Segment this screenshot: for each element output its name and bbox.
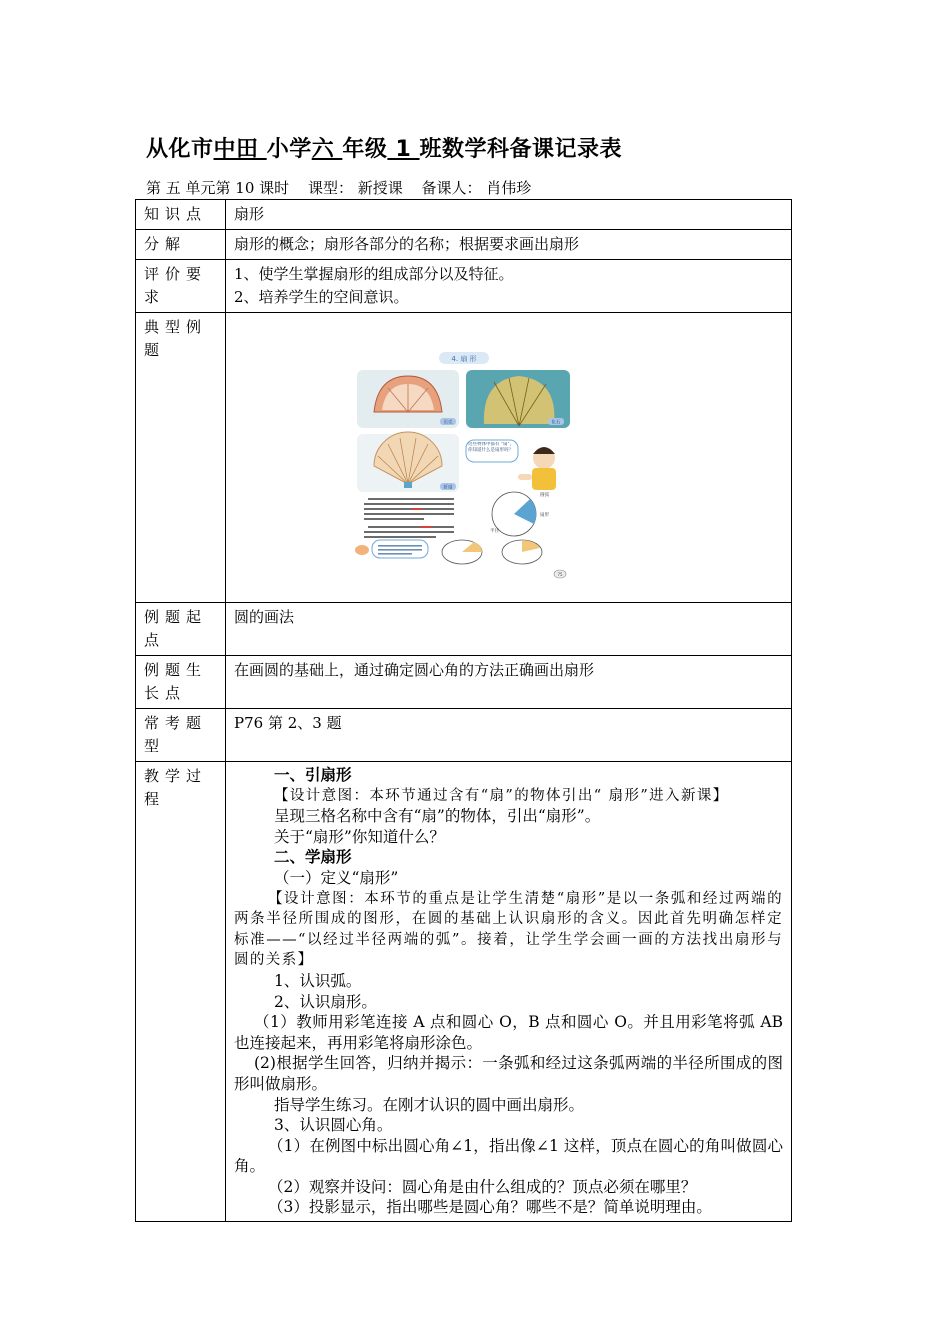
process-line: （3）投影显示，指出哪些是圆心角？哪些不是？简单说明理由。 xyxy=(268,1198,712,1217)
process-line: 一、引扇形 xyxy=(274,766,352,784)
process-line: (2)根据学生回答，归纳并揭示：一条弧和经过这条弧两端的半径所围成的图形叫做扇形。 xyxy=(234,1054,783,1093)
textbook-heading: 4. 扇 形 xyxy=(451,355,477,363)
common-label: 常考题型 xyxy=(136,709,226,762)
row-knowledge xyxy=(136,200,792,230)
process-line: （2）观察并设问：圆心角是由什么组成的？顶点必须在哪里？ xyxy=(268,1177,697,1196)
process-line: 二、学扇形 xyxy=(274,848,352,867)
label-arc: 圆弧 xyxy=(540,493,549,498)
example-cell xyxy=(226,313,792,603)
lesson-table xyxy=(135,199,792,1222)
title-school: 中田 xyxy=(213,137,267,162)
title-mid1: 小学 xyxy=(266,137,312,162)
process-line: 指导学生练习。在刚才认识的圆中画出扇形。 xyxy=(274,1095,585,1114)
knowledge-label: 知识点 xyxy=(136,200,226,230)
process-line: 2、认识扇形。 xyxy=(274,992,377,1011)
textbook-page-image xyxy=(354,346,574,581)
process-line: （1）教师用彩笔连接 A 点和圆心 O，B 点和圆心 O。并且用彩笔将弧 AB 也连接起来，再用彩笔将扇形涂色。 xyxy=(234,1013,783,1052)
process-line: 呈现三格名称中含有“扇”的物体，引出“扇形”。 xyxy=(274,807,601,826)
row-eval xyxy=(136,260,792,313)
meta-type: 课型： 新授课 xyxy=(307,179,403,197)
process-line: 关于“扇形”你知道什么？ xyxy=(274,827,445,846)
row-start xyxy=(136,603,792,656)
row-process xyxy=(136,762,792,1222)
process-line: 【设计意图：本环节通过含有“扇”的物体引出“ 扇形”进入新课】 xyxy=(274,787,729,804)
row-decompose xyxy=(136,230,792,260)
process-cell xyxy=(226,762,792,1222)
grow-label: 例题生长点 xyxy=(136,656,226,709)
label-sector: 扇形 xyxy=(540,513,549,518)
eval-item-1: 1、使学生掌握扇形的组成部分以及特征。 xyxy=(234,265,514,283)
page-title xyxy=(146,132,622,163)
tag-fossil: 化石 xyxy=(551,420,561,426)
lesson-meta xyxy=(146,177,545,198)
process-line: （1）在例图中标出圆心角∠1，指出像∠1 这样，顶点在圆心的角叫做圆心角。 xyxy=(234,1136,783,1176)
textbook-bubble: 这些物体中都有 "扇"，你知道什么是扇形吗？ xyxy=(468,442,515,453)
eval-value xyxy=(226,260,792,313)
knowledge-value: 扇形 xyxy=(226,200,792,230)
process-line: 1、认识弧。 xyxy=(274,971,362,990)
start-value: 圆的画法 xyxy=(226,603,792,656)
row-example xyxy=(136,313,792,603)
tag-fan: 折扇 xyxy=(443,485,453,491)
start-label: 例题起点 xyxy=(136,603,226,656)
decompose-value: 扇形的概念；扇形各部分的名称；根据要求画出扇形 xyxy=(226,230,792,260)
process-line: 【设计意图：本环节的重点是让学生清楚“扇形”是以一条弧和经过两端的两条半径所围成的图形，在圆的基础上认识扇形的含义。因此首先明确怎样定标准——“以经过半径两端的弧”。接着，让学生学会画一画的方法找出扇形与圆的关系】 xyxy=(234,890,783,969)
meta-teacher: 备课人： 肖伟珍 xyxy=(421,179,532,197)
grow-value: 在画圆的基础上，通过确定圆心角的方法正确画出扇形 xyxy=(226,656,792,709)
title-grade: 六 xyxy=(311,137,343,162)
process-line: （一）定义“扇形” xyxy=(274,868,399,887)
title-prefix: 从化市 xyxy=(146,137,214,162)
title-suffix: 班数学科备课记录表 xyxy=(419,137,623,162)
eval-item-2: 2、培养学生的空间意识。 xyxy=(234,288,409,306)
title-mid2: 年级 xyxy=(342,137,388,162)
common-value: P76 第 2、3 题 xyxy=(226,709,792,762)
example-label: 典型例题 xyxy=(136,313,226,603)
textbook-page-number: 75 xyxy=(557,572,563,577)
row-common xyxy=(136,709,792,762)
label-radius: 半径 xyxy=(490,529,499,534)
meta-unit: 第 五 单元第 10 课时 xyxy=(146,179,290,197)
row-grow xyxy=(136,656,792,709)
process-label: 教学过程 xyxy=(136,762,226,1222)
tag-shell: 贝壳 xyxy=(443,420,453,426)
process-line: 3、认识圆心角。 xyxy=(274,1116,393,1135)
eval-label: 评价要求 xyxy=(136,260,226,313)
title-class: 1 xyxy=(387,137,420,162)
decompose-label: 分解 xyxy=(136,230,226,260)
